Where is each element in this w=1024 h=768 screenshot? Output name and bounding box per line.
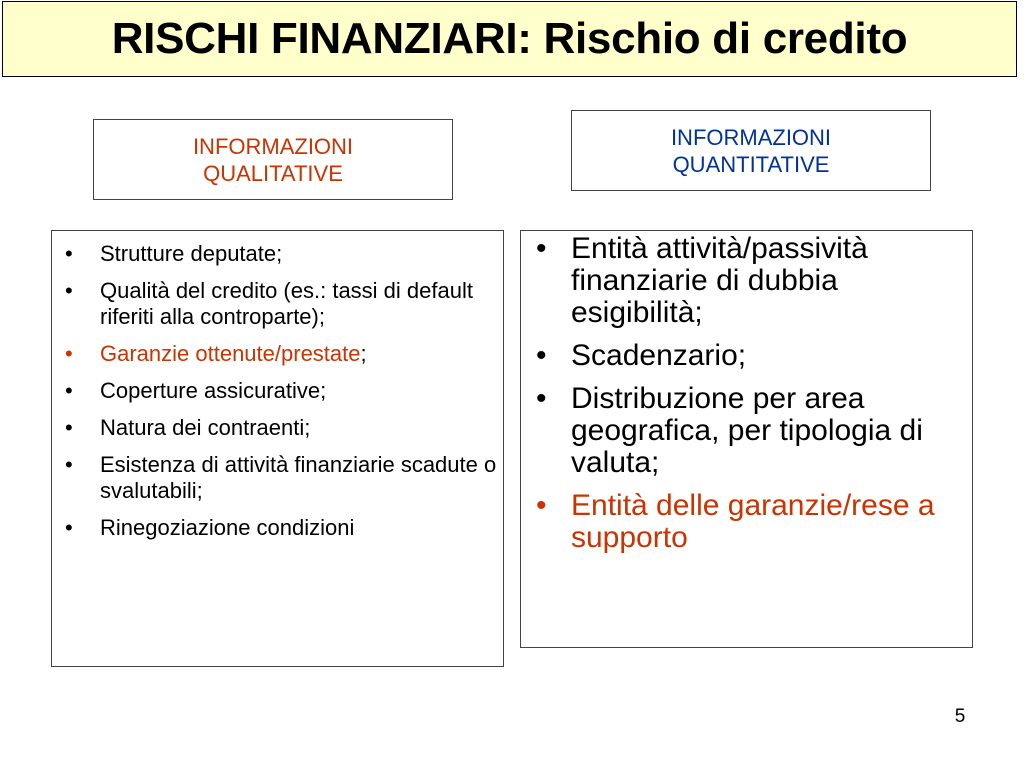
list-item-highlight: Entità delle garanzie/rese a supporto (571, 489, 935, 554)
quantitative-header-line-2: QUANTITATIVE (672, 151, 830, 177)
qualitative-header-line-1: INFORMAZIONI (192, 133, 354, 159)
list-item-text: Distribuzione per area geografica, per tipologia di valuta; (571, 382, 923, 479)
list-item (62, 415, 497, 441)
bullet-icon: • (65, 378, 73, 403)
title-banner (2, 1, 1017, 77)
list-item-text: Rinegoziazione condizioni (100, 515, 355, 540)
list-item-text: Esistenza di attività finanziarie scadute o svalutabili; (100, 452, 497, 503)
bullet-icon: • (65, 278, 73, 303)
quantitative-info-header (571, 110, 931, 191)
bullet-icon: • (536, 339, 547, 372)
list-item-text: Strutture deputate; (100, 241, 283, 266)
list-item (531, 233, 966, 329)
list-item (62, 452, 497, 504)
list-item (62, 241, 497, 267)
list-item (62, 341, 497, 367)
slide-title: RISCHI FINANZIARI: Rischio di credito (111, 14, 908, 63)
bullet-icon: • (65, 341, 73, 366)
list-item-text: Scadenzario; (571, 339, 747, 372)
bullet-icon: • (536, 232, 547, 265)
qualitative-header-line-2: QUALITATIVE (203, 160, 343, 186)
qualitative-info-header (93, 119, 453, 200)
list-item-text: Qualità del credito (es.: tassi di default riferiti alla controparte); (100, 278, 473, 329)
page-number: 5 (954, 706, 966, 727)
list-item (62, 278, 497, 330)
list-item (62, 378, 497, 404)
list-item-text: Natura dei contraenti; (100, 415, 311, 440)
list-item-highlight: Garanzie ottenute/prestate (100, 341, 361, 366)
list-item-text: Entità attività/passività finanziarie di dubbia esigibilità; (571, 232, 868, 329)
bullet-icon: • (65, 241, 73, 266)
list-item-text: ; (360, 341, 367, 366)
bullet-icon: • (536, 489, 547, 522)
list-item-text: Coperture assicurative; (100, 378, 327, 403)
bullet-icon: • (536, 382, 547, 415)
list-item (531, 490, 966, 554)
list-item (531, 340, 966, 372)
bullet-icon: • (65, 452, 73, 477)
quantitative-header-line-1: INFORMAZIONI (670, 124, 832, 150)
bullet-icon: • (65, 515, 73, 540)
list-item (62, 515, 497, 541)
list-item (531, 383, 966, 479)
bullet-icon: • (65, 415, 73, 440)
qualitative-info-list (51, 230, 504, 667)
quantitative-info-list (520, 230, 973, 648)
